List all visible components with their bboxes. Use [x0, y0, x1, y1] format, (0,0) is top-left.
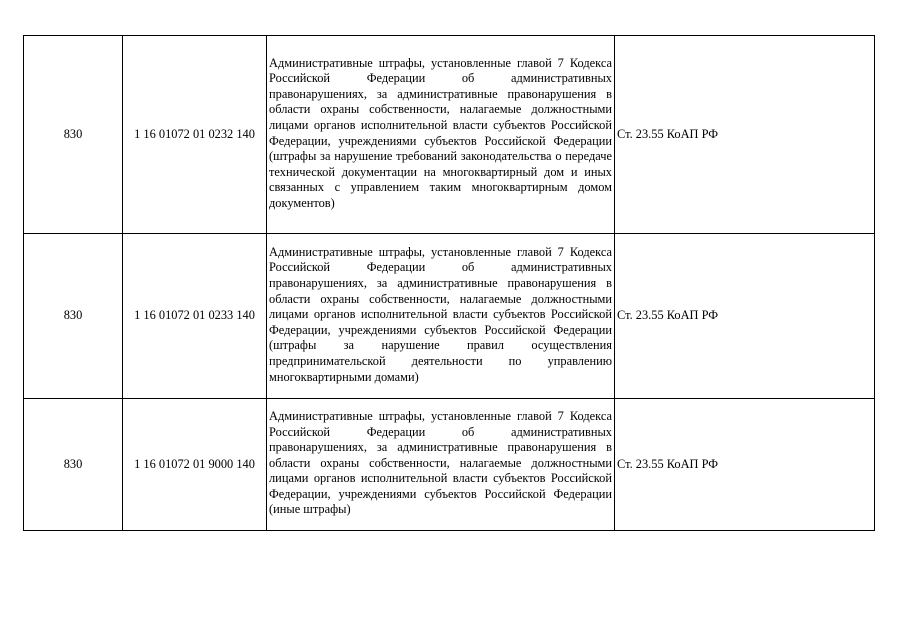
admin-code-cell: 830: [24, 399, 123, 531]
fine-description-cell: Административные штрафы, установленные главой 7 Кодекса Российской Федерации об административных правонарушениях, за административные правонарушения в области охраны собственности, налагаемые должностными лицами органов исполнительной власти субъектов Российской Федерации, учреждениями субъектов Российской Федерации (штрафы за нарушение требований законодательства о передаче технической документации на многоквартирный дом и иных связанных с управлением таким многоквартирным домом документов): [267, 36, 615, 234]
fine-description-cell: Административные штрафы, установленные главой 7 Кодекса Российской Федерации об административных правонарушениях, за административные правонарушения в области охраны собственности, налагаемые должностными лицами органов исполнительной власти субъектов Российской Федерации, учреждениями субъектов Российской Федерации (штрафы за нарушение правил осуществления предпринимательской деятельности по управлению многоквартирными домами): [267, 234, 615, 399]
table-row: [24, 234, 875, 399]
kbk-code-cell: 1 16 01072 01 0232 140: [123, 36, 267, 234]
table-row: [24, 399, 875, 531]
kbk-code-cell: 1 16 01072 01 0233 140: [123, 234, 267, 399]
table-row: [24, 36, 875, 234]
fine-description-cell: Административные штрафы, установленные главой 7 Кодекса Российской Федерации об административных правонарушениях, за административные правонарушения в области охраны собственности, налагаемые должностными лицами органов исполнительной власти субъектов Российской Федерации, учреждениями субъектов Российской Федерации (иные штрафы): [267, 399, 615, 531]
legal-basis-cell: Ст. 23.55 КоАП РФ: [615, 234, 875, 399]
admin-code-cell: 830: [24, 36, 123, 234]
legal-basis-cell: Ст. 23.55 КоАП РФ: [615, 36, 875, 234]
legal-basis-cell: Ст. 23.55 КоАП РФ: [615, 399, 875, 531]
kbk-code-cell: 1 16 01072 01 9000 140: [123, 399, 267, 531]
admin-code-cell: 830: [24, 234, 123, 399]
fines-table: [23, 35, 875, 531]
